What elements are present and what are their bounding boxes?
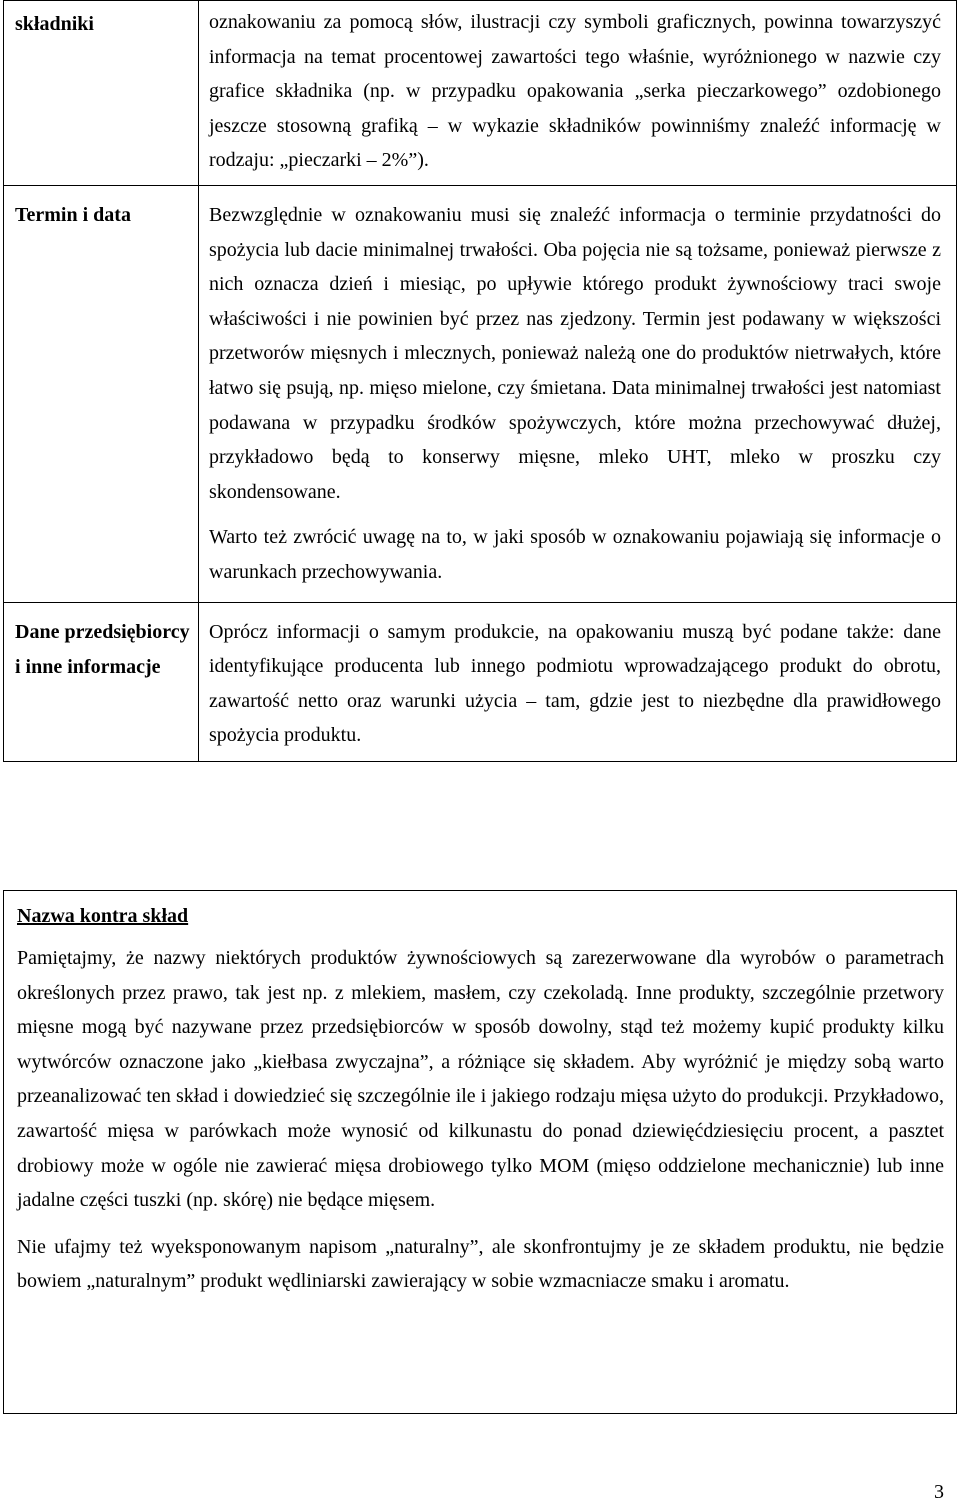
name-vs-composition-box (3, 890, 957, 1414)
row-label (4, 602, 199, 761)
page-number: 3 (934, 1481, 944, 1503)
row-label-text: składniki (15, 13, 94, 35)
row-body (199, 185, 957, 602)
row-paragraph: Warto też zwrócić uwagę na to, w jaki sposób w oznakowaniu pojawiają się informacje o warunkach przechowywania. (209, 526, 941, 583)
row-label (4, 185, 199, 602)
labeling-info-table (3, 0, 957, 762)
row-paragraph: oznakowaniu za pomocą słów, ilustracji czy symboli graficznych, powinna towarzyszyć informacja na temat procentowej zawartości tego właśnie, wyróżnionego w nazwie czy grafice składnika (np. w przypadku opakowania „serka pieczarkowego” ozdobionego jeszcze stosowną grafiką – w wykazie składników powinniśmy znaleźć informację w rodzaju: „pieczarki – 2%”). (209, 11, 941, 172)
box-title: Nazwa kontra skład (17, 905, 189, 927)
table-row-ingredients (4, 1, 957, 186)
row-body (199, 1, 957, 186)
row-body (199, 602, 957, 761)
box-paragraph: Pamiętajmy, że nazwy niektórych produktów żywnościowych są zarezerwowane dla wyrobów o parametrach określonych przez prawo, tak jest np. z mlekiem, masłem, czy czekoladą. Inne produkty, szczególnie przetwory mięsne mogą być nazywane przez przedsiębiorców w sposób dowolny, stąd też możemy kupić produkty kilku wytwórców oznaczone jako „kiełbasa zwyczajna”, a różniące się składem. Aby wyróżnić je między sobą warto przeanalizować ten skład i dowiedzieć się szczególnie ile i jakiego rodzaju mięsa użyto do produkcji. Przykładowo, zawartość mięsa w parówkach może wynosić od kilkunastu do ponad dziewięćdziesięciu procent, a pasztet drobiowy może w ogóle nie zawierać mięsa drobiowego tylko MOM (mięso oddzielone mechanicznie) lub inne jadalne części tuszki (np. skórę) nie będące mięsem. (17, 947, 944, 1212)
row-label-text: Termin i data (15, 203, 131, 226)
row-paragraph: Bezwzględnie w oznakowaniu musi się znaleźć informacja o terminie przydatności do spożycia lub dacie minimalnej trwałości. Oba pojęcia nie są tożsame, ponieważ pierwsze z nich oznacza dzień i miesiąc, po upływie którego produkt żywnościowy traci swoje właściwości i nie powinien być przez nas zjedzony. Termin jest podawany w większości przetworów mięsnych i mlecznych, ponieważ należą one do produktów nietrwałych, które łatwo się psują, np. mięso mielone, czy śmietana. Data minimalnej trwałości jest natomiast podawana w przypadku środków spożywczych, które można przechowywać dłużej, przykładowo będą to konserwy mięsne, mleko UHT, mleko w proszku czy skondensowane. (209, 203, 941, 503)
row-label-text: Dane przedsiębiorcy i inne informacje (15, 620, 190, 678)
row-label (4, 1, 199, 186)
box-paragraph: Nie ufajmy też wyeksponowanym napisom „naturalny”, ale skonfrontujmy je ze składem produktu, nie będzie bowiem „naturalnym” produkt wędliniarski zawierający w sobie wzmacniacze smaku i aromatu. (17, 1235, 944, 1293)
row-paragraph: Oprócz informacji o samym produkcie, na opakowaniu muszą być podane także: dane identyfikujące producenta lub innego podmiotu wprowadzającego produkt do obrotu, zawartość netto oraz warunki użycia – tam, gdzie jest to niezbędne dla prawidłowego spożycia produktu. (209, 620, 941, 747)
table-row-date (4, 185, 957, 602)
table-row-producer (4, 602, 957, 761)
